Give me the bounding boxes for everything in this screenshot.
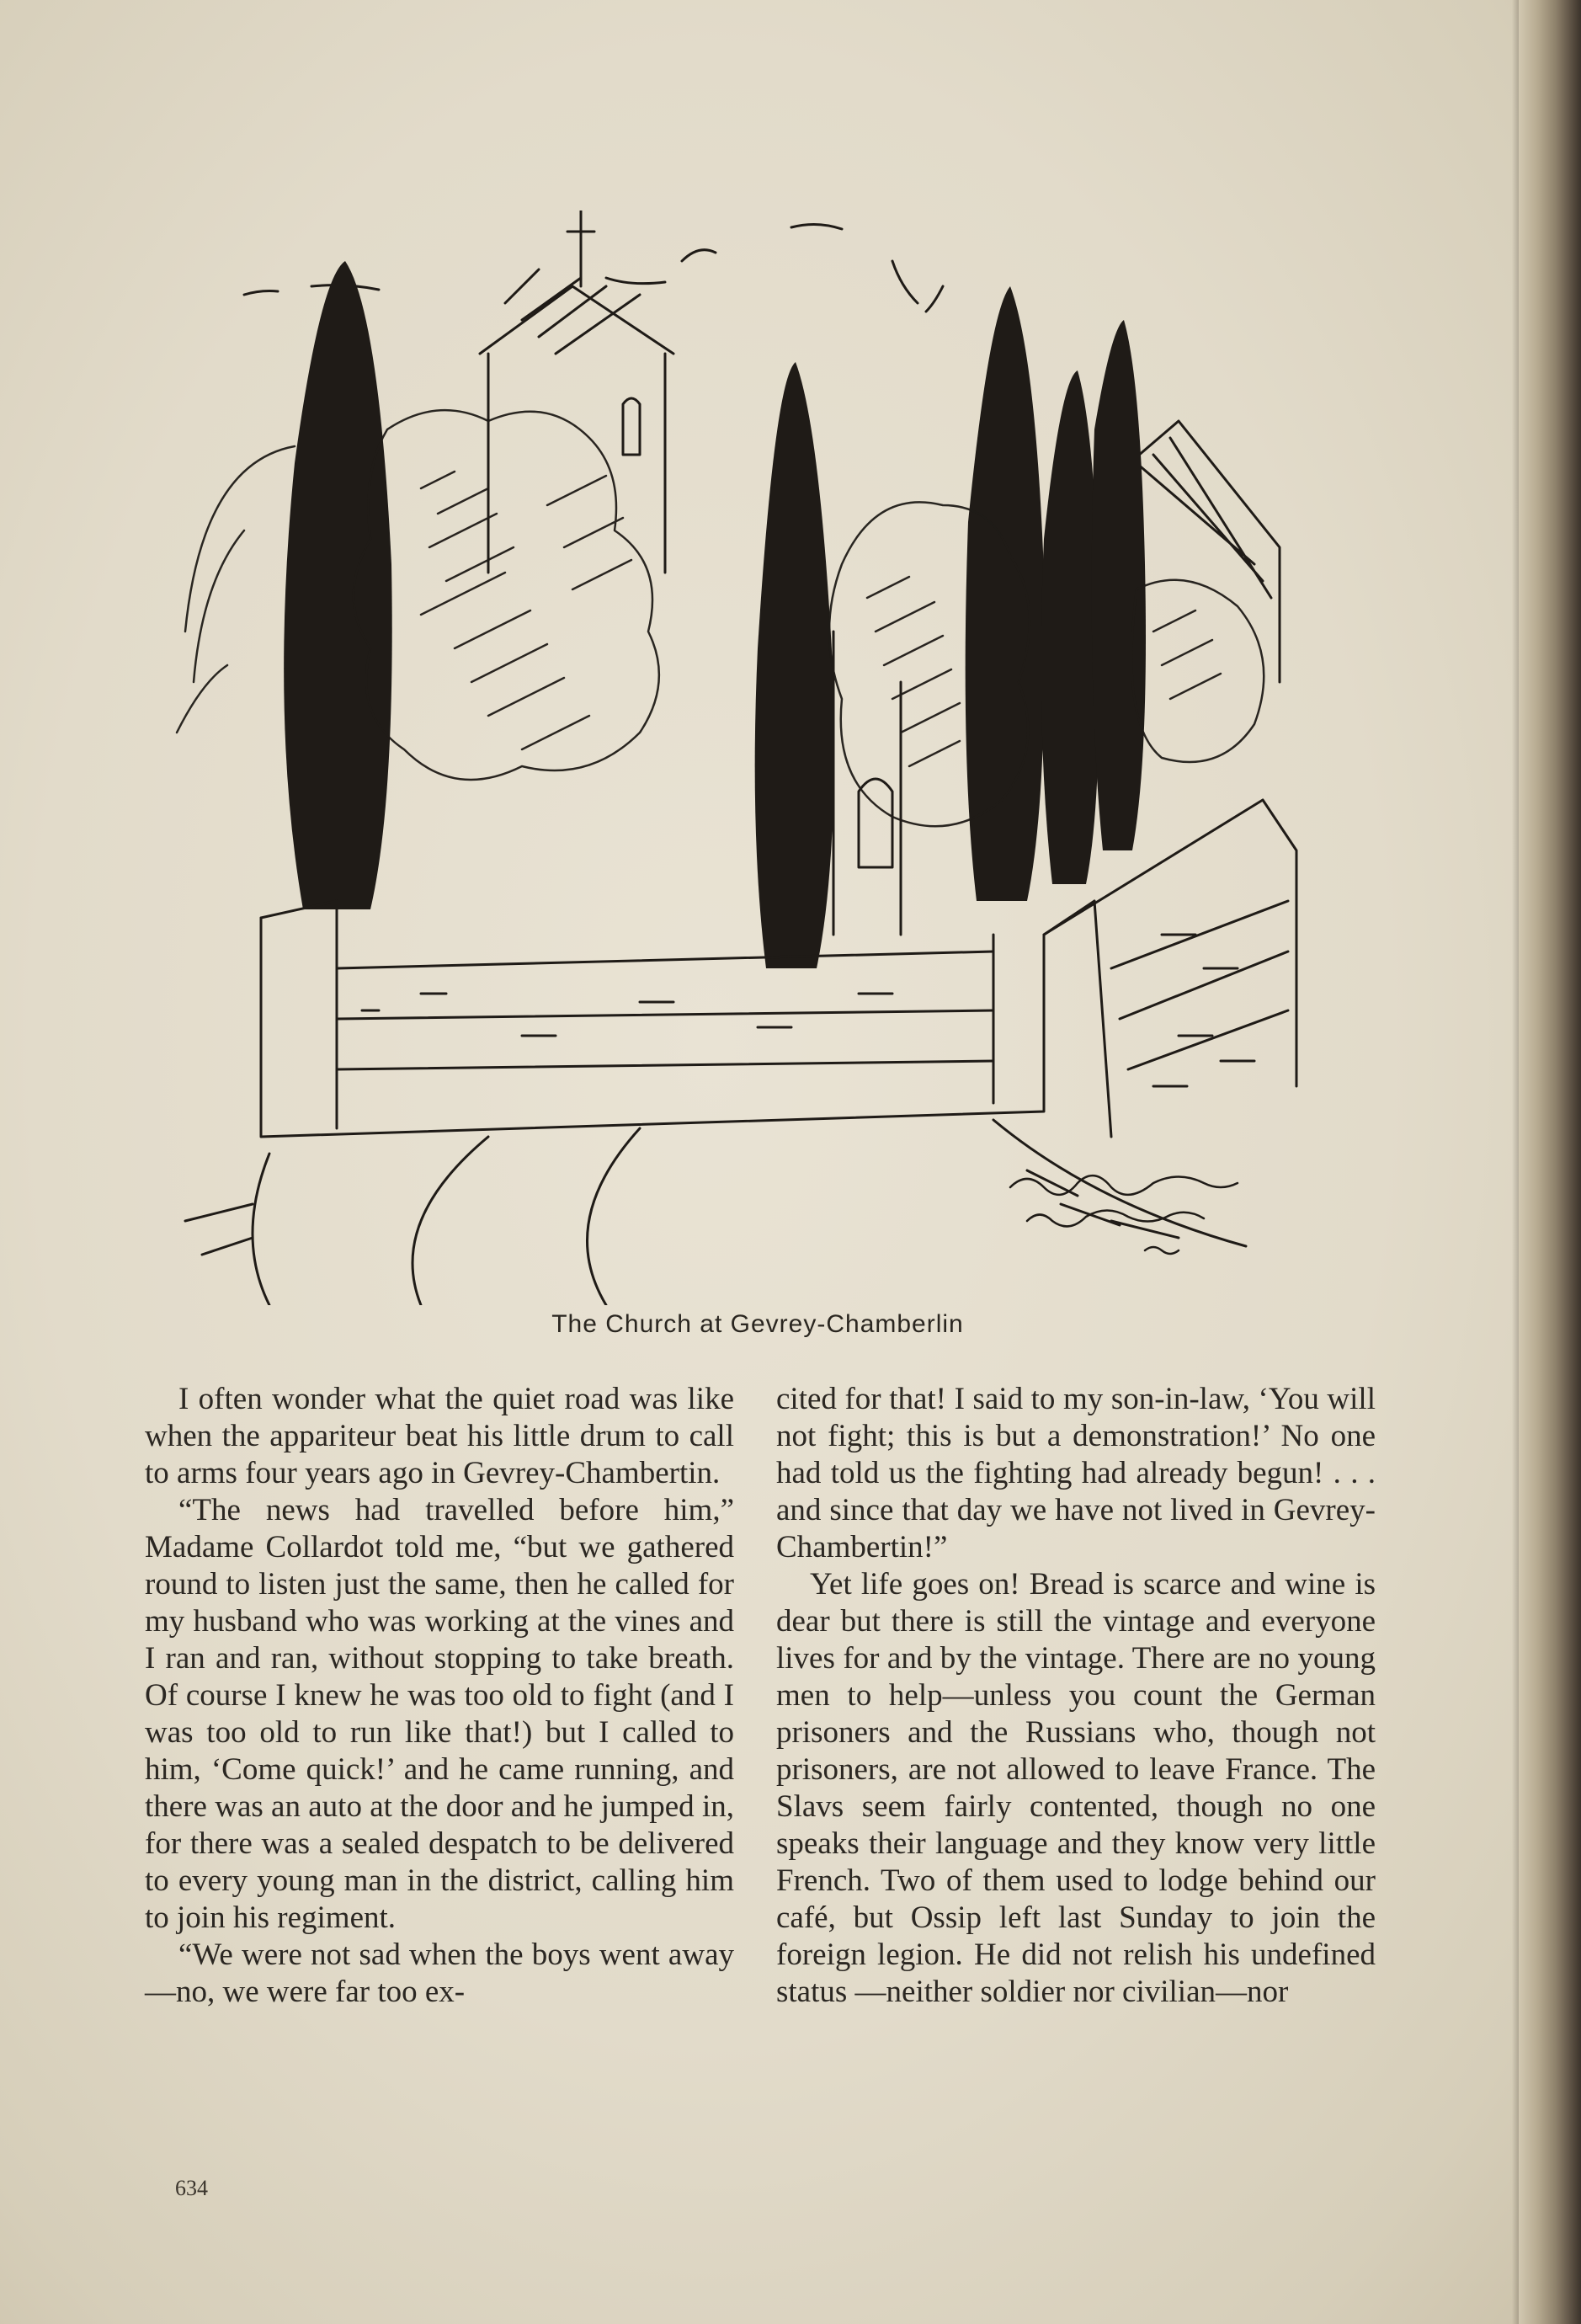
paragraph: Yet life goes on! Bread is scarce and wine is dear but there is still the vintage and everyone lives for and by the vintage. There are no young men to help—unless you count the German prisoners and the Russians who, though not prisoners, are not allowed to leave France. The Slavs seem fairly contented, though no one speaks their language and they know very little French. Two of them used to lodge behind our café, but Ossip left last Sunday to join the foreign legion. He did not relish his undefined status —neither soldier nor civilian—nor [776,1567,1376,2009]
figure-caption: The Church at Gevrey-Chamberlin [551,1310,964,1338]
page-edge-shadow [1512,0,1519,2324]
paragraph: cited for that! I said to my son-in-law, ‘You will not fight; this is but a demonstration!’ No one had told us the fighting had already begun! . . . and since that day we have not lived in Gevrey-Chambertin!” [776,1382,1376,1564]
text-column-left [145,1381,734,2011]
paragraph: “The news had travelled before him,” Madame Collardot told me, “but we gathered round to listen just the same, then he called for my husband who was working at the vines and I ran and ran, without stopping to take breath. Of course I knew he was too old to fight (and I was too old to run like that!) but I called to him, ‘Come quick!’ and he came running, and there was an auto at the door and he jumped in, for there was a sealed despatch to be delivered to every young man in the district, calling him to join his regiment. [145,1493,734,1935]
paragraph: I often wonder what the quiet road was like when the appariteur beat his little drum to call to arms four years ago in Gevrey-Chambertin. [145,1382,734,1490]
church-illustration [168,211,1381,1305]
paragraph: “We were not sad when the boys went away—no, we were far too ex- [145,1938,734,2009]
book-gutter [1519,0,1581,2324]
text-column-right [776,1381,1376,2011]
page-number: 634 [175,2176,208,2200]
